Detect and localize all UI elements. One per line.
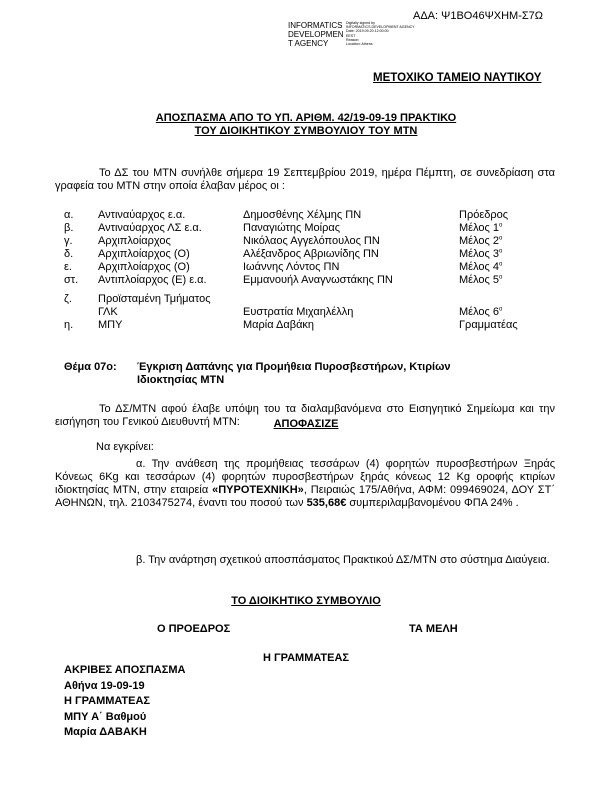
footer-line: ΑΚΡΙΒΕΣ ΑΠΟΣΠΑΣΜΑ bbox=[64, 664, 186, 676]
signature-line: Location: Athens bbox=[346, 42, 373, 47]
approve-label: Να εγκρίνει: bbox=[96, 441, 154, 453]
agency-logo-text bbox=[288, 21, 344, 48]
member-name: Ευστρατία Μιχαηλέλλη bbox=[243, 306, 354, 318]
item-a-amount: 535,68€ bbox=[306, 497, 347, 509]
member-index: στ. bbox=[64, 274, 79, 286]
member-rank: Αρχιπλοίαρχος bbox=[98, 235, 171, 247]
member-index: γ. bbox=[64, 235, 73, 247]
theme-title-line1: Έγκριση Δαπάνης για Προμήθεια Πυροσβεστήρων, Κτιρίων bbox=[137, 361, 451, 373]
certified-copy-block bbox=[64, 663, 185, 741]
logo-line: DEVELOPMEN bbox=[288, 30, 344, 39]
signature-line: EEST bbox=[346, 33, 356, 38]
member-index: β. bbox=[64, 222, 74, 234]
member-rank: Αντιναύαρχος ΛΣ ε.α. bbox=[98, 222, 202, 234]
member-rank: Αντιπλοίαρχος (Ε) ε.α. bbox=[98, 274, 207, 286]
footer-line: Η ΓΡΑΜΜΑΤΕΑΣ bbox=[64, 695, 151, 707]
theme-label: Θέμα 07ο: bbox=[64, 361, 117, 373]
ordinal-mark: ο bbox=[499, 235, 503, 242]
ordinal-mark: ο bbox=[499, 306, 503, 313]
member-index: ζ. bbox=[64, 293, 72, 305]
item-a-text-3: συμπεριλαμβανομένου ΦΠΑ 24% . bbox=[349, 497, 519, 509]
member-role-text: Μέλος 6 bbox=[459, 306, 499, 318]
item-a-text: α. Την ανάθεση της προμήθειας τεσσάρων (4) φορητών πυροσβεστήρων Ξηράς Κόνεως 6Kg και τεσσάρων (4) φορητών πυροσβεστήρων ξηράς κόνεως 12 Kg οροφής κτιρίων ιδιοκτησίας ΜΤΝ, στην εταιρεία bbox=[55, 458, 555, 496]
member-name: Νικόλαος Αγγελόπουλος ΠΝ bbox=[243, 235, 380, 247]
member-rank: ΜΠΥ bbox=[98, 319, 123, 331]
board-heading: ΤΟ ΔΙΟΙΚΗΤΙΚΟ ΣΥΜΒΟΥΛΙΟ bbox=[231, 595, 381, 607]
member-name: Μαρία Δαβάκη bbox=[243, 319, 315, 331]
members-label: ΤΑ ΜΕΛΗ bbox=[409, 623, 458, 635]
member-role bbox=[459, 306, 502, 318]
signature-line: INFORMATICS DEVELOPMENT AGENCY bbox=[346, 25, 415, 30]
member-role: Γραμματέας bbox=[459, 319, 518, 331]
member-index: η. bbox=[64, 319, 74, 331]
member-role bbox=[459, 222, 502, 234]
footer-line: ΜΠΥ Α΄ Βαθμού bbox=[64, 710, 147, 723]
secretary-label: Η ΓΡΑΜΜΑΤΕΑΣ bbox=[262, 652, 350, 664]
theme-title-line2: Ιδιοκτησίας ΜΤΝ bbox=[137, 374, 225, 386]
signature-line: Date: 2019.09.20 12:00:00 bbox=[346, 29, 389, 34]
member-name: Δημοσθένης Χέλμης ΠΝ bbox=[243, 209, 362, 221]
signature-line: Digitally signed by bbox=[346, 21, 375, 25]
member-role bbox=[459, 235, 502, 247]
member-index: α. bbox=[64, 209, 74, 221]
member-role-text: Μέλος 4 bbox=[459, 261, 499, 273]
member-role bbox=[459, 274, 502, 286]
decides-heading-text: ΑΠΟΦΑΣΙΖΕ bbox=[273, 418, 339, 430]
footer-line: Αθήνα 19-09-19 bbox=[64, 679, 145, 692]
member-name: Εμμανουήλ Αναγνωστάκης ΠΝ bbox=[243, 274, 393, 286]
member-role bbox=[459, 248, 502, 260]
item-a-paragraph bbox=[55, 458, 555, 510]
member-rank: Αντιναύαρχος ε.α. bbox=[98, 209, 186, 221]
ordinal-mark: ο bbox=[499, 222, 503, 229]
considered-paragraph: Το ΔΣ/ΜΤΝ αφού έλαβε υπόψη του τα διαλαμβανόμενα στο Εισηγητικό Σημείωμα και την εισήγηση του Γενικού Διευθυντή ΜΤΝ: bbox=[55, 403, 555, 428]
ordinal-mark: ο bbox=[499, 261, 503, 268]
member-role-text: Μέλος 1 bbox=[459, 222, 499, 234]
member-rank: Αρχιπλοίαρχος (Ο) bbox=[98, 261, 190, 273]
document-title-line2: ΤΟΥ ΔΙΟΙΚΗΤΙΚΟΥ ΣΥΜΒΟΥΛΙΟΥ ΤΟΥ ΜΤΝ bbox=[194, 125, 418, 137]
intro-paragraph: Το ΔΣ του ΜΤΝ συνήλθε σήμερα 19 Σεπτεμβρίου 2019, ημέρα Πέμπτη, σε συνεδρίαση στα γραφεία του ΜΤΝ στην οποία έλαβαν μέρος οι : bbox=[55, 167, 555, 192]
member-rank: Αρχιπλοίαρχος (Ο) bbox=[98, 248, 190, 260]
member-name: Αλέξανδρος Αβριωνίδης ΠΝ bbox=[243, 248, 379, 260]
logo-line: T AGENCY bbox=[288, 39, 329, 48]
member-role: Πρόεδρος bbox=[459, 209, 509, 221]
signature-line: Reason: bbox=[346, 37, 360, 42]
logo-line: INFORMATICS bbox=[288, 21, 343, 30]
organization-title: ΜΕΤΟΧΙΚΟ ΤΑΜΕΙΟ ΝΑΥΤΙΚΟΥ bbox=[373, 72, 542, 84]
item-b-paragraph: β. Την ανάρτηση σχετικού αποσπάσματος Πρακτικού ΔΣ/ΜΤΝ στο σύστημα Διαύγεια. bbox=[136, 554, 550, 566]
digital-signature-stamp bbox=[346, 21, 415, 46]
member-role-text: Μέλος 3 bbox=[459, 248, 499, 260]
member-role bbox=[459, 261, 502, 273]
president-label: Ο ΠΡΟΕΔΡΟΣ bbox=[157, 623, 231, 635]
footer-line: Μαρία ΔΑΒΑΚΗ bbox=[64, 726, 147, 738]
member-name: Ιωάννης Λόντος ΠΝ bbox=[243, 261, 340, 273]
member-rank: ΓΛΚ bbox=[98, 306, 118, 318]
item-a-text-2: , Πειραιώς 175/Αθήνα, ΑΦΜ: 099469024, ΔΟΥ ΣΤ΄ ΑΘΗΝΩΝ, τηλ. 2103475274, έναντι του ποσού των bbox=[55, 484, 555, 509]
member-name: Παναγιώτης Μοίρας bbox=[243, 222, 341, 234]
member-role-text: Μέλος 2 bbox=[459, 235, 499, 247]
ordinal-mark: ο bbox=[499, 274, 503, 281]
member-index: δ. bbox=[64, 248, 74, 260]
member-role-text: Μέλος 5 bbox=[459, 274, 499, 286]
document-title-line1: ΑΠΟΣΠΑΣΜΑ ΑΠΟ ΤΟ ΥΠ. ΑΡΙΘΜ. 42/19-09-19 ΠΡΑΚΤΙΚΟ bbox=[155, 112, 457, 124]
ordinal-mark: ο bbox=[499, 248, 503, 255]
member-index: ε. bbox=[64, 261, 72, 273]
item-a-company: «ΠΥΡΟΤΕΧΝΙΚΗ» bbox=[212, 484, 304, 496]
member-rank: Προϊσταμένη Τμήματος bbox=[98, 293, 211, 305]
ada-code: ΑΔΑ: Ψ1ΒΟ46ΨΧΗΜ-Σ7Ω bbox=[413, 10, 544, 22]
